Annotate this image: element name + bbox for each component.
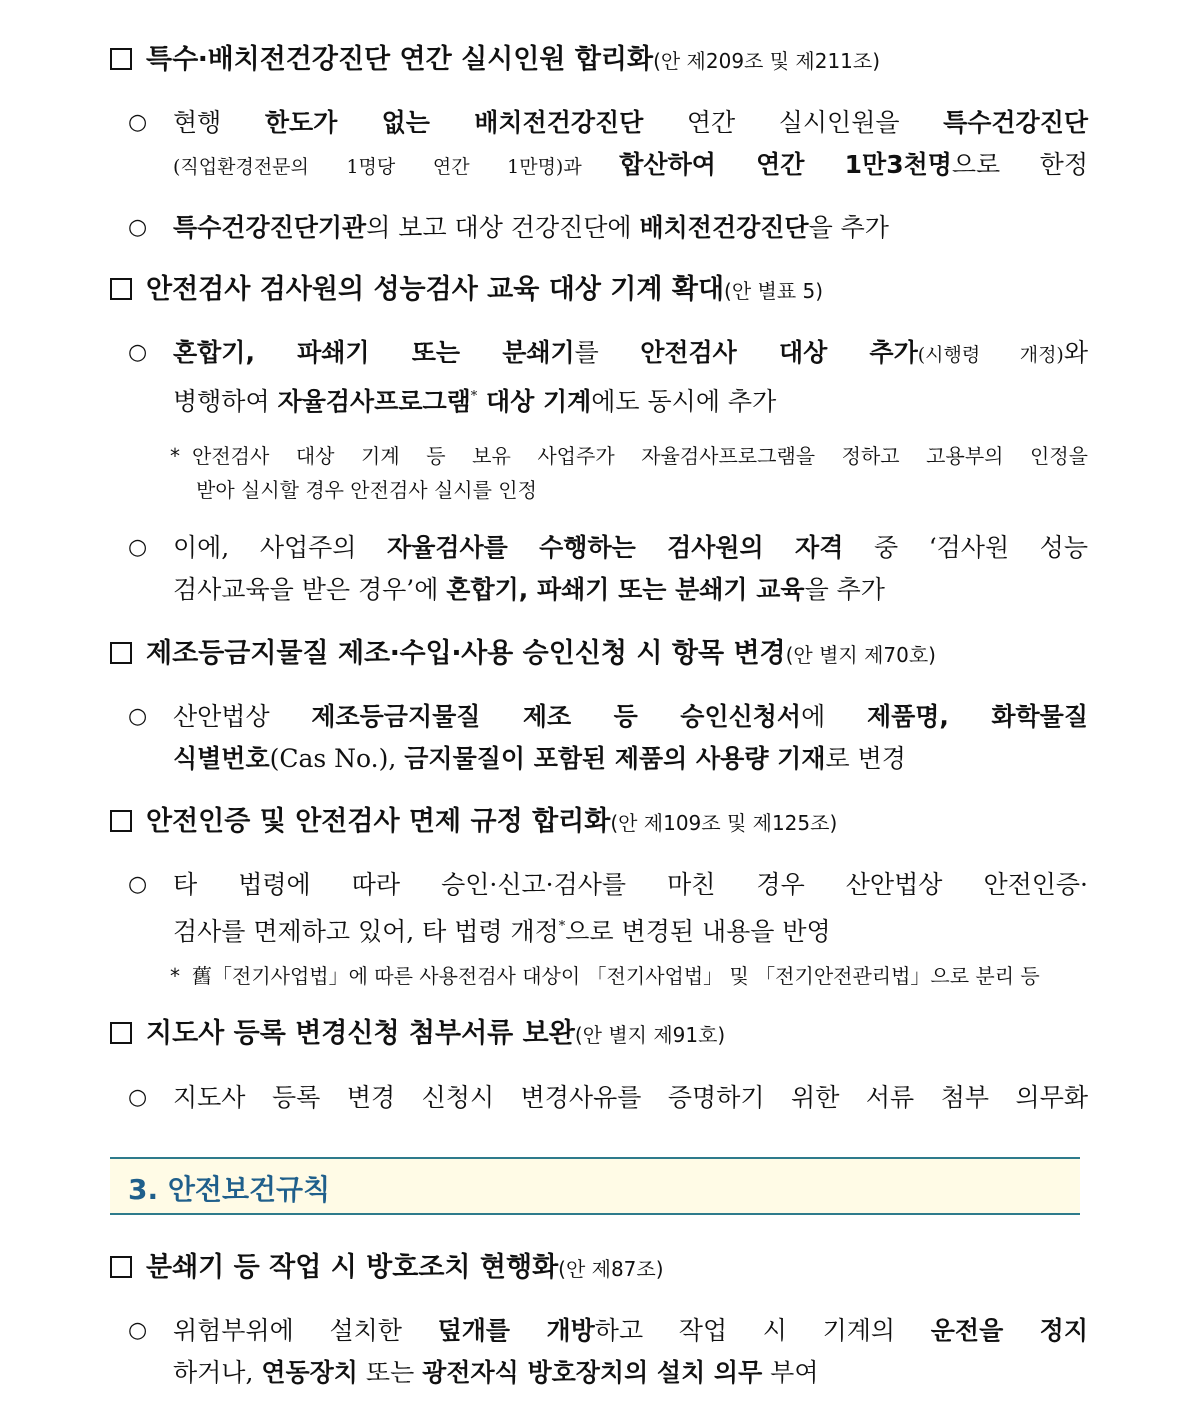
bullet-item <box>128 207 1088 249</box>
text: 부여 <box>762 1358 819 1387</box>
circle-bullet-icon: ○ <box>128 1318 148 1343</box>
text-line: 지도사 등록 변경 신청시 변경사유를 증명하기 위한 서류 첨부 의무화 <box>173 1083 1088 1112</box>
heading-ref: (안 별지 제70호) <box>785 643 936 667</box>
text: 을 추가 <box>808 213 889 242</box>
heading-title: 지도사 등록 변경신청 첨부서류 보완 <box>146 1018 575 1049</box>
text: (직업환경전문의 1명당 연간 1만명)과 <box>173 156 620 178</box>
text: 에도 동시에 추가 <box>591 387 777 416</box>
bold-text: 자율검사를 수행하는 검사원의 자격 <box>387 533 844 562</box>
text: 검사를 면제하고 있어, 타 법령 개정 <box>173 917 559 946</box>
heading-health-exam <box>110 42 1090 79</box>
circle-bullet-icon: ○ <box>128 110 148 135</box>
text: 연간 실시인원을 <box>643 108 944 137</box>
footnote-line: 받아 실시할 경우 안전검사 실시를 인정 <box>196 478 537 502</box>
bold-text: 안전검사 대상 추가 <box>640 338 918 367</box>
footnote <box>170 439 1088 507</box>
heading-ref: (안 별표 5) <box>724 279 824 303</box>
heading-ref: (안 제209조 및 제211조) <box>653 49 881 73</box>
bold-text: 연동장치 <box>261 1358 358 1387</box>
square-icon <box>110 1256 132 1278</box>
heading-title: 안전인증 및 안전검사 면제 규정 합리화 <box>146 806 611 837</box>
bullet-item <box>128 1310 1088 1394</box>
text-line: 타 법령에 따라 승인·신고·검사를 마친 경우 산안법상 안전인증· <box>173 870 1088 899</box>
bold-text: 특수건강진단 <box>943 108 1088 137</box>
text: 이에, 사업주의 <box>173 533 388 562</box>
bullet-item <box>128 696 1088 780</box>
circle-bullet-icon: ○ <box>128 215 148 240</box>
bullet-item <box>128 332 1088 423</box>
bold-text: 한도가 없는 배치전건강진단 <box>264 108 644 137</box>
text: 하거나, <box>173 1358 262 1387</box>
heading-title: 특수‧배치전건강진단 연간 실시인원 합리화 <box>146 44 654 75</box>
bold-text: 식별번호 <box>173 744 270 773</box>
bold-text: 혼합기, 파쇄기 또는 분쇄기 <box>173 338 575 367</box>
heading-ref: (안 제109조 및 제125조) <box>610 811 838 835</box>
text: (Cas No.), <box>269 744 405 773</box>
bold-text: 대상 기계 <box>477 387 592 416</box>
text: 산안법상 <box>173 702 312 731</box>
heading-crusher-protection <box>110 1250 1090 1287</box>
text: 검사교육을 받은 경우’에 <box>173 575 447 604</box>
section-header <box>110 1157 1080 1215</box>
text: 의 보고 대상 건강진단에 <box>366 213 640 242</box>
bold-text: 제조등금지물질 제조 등 승인신청서 <box>311 702 802 731</box>
bold-text: 운전을 정지 <box>930 1316 1088 1345</box>
text: 을 추가 <box>804 575 885 604</box>
heading-certification-exemption <box>110 804 1090 841</box>
bullet-item <box>128 1077 1088 1119</box>
circle-bullet-icon: ○ <box>128 340 148 365</box>
bold-text: 제품명, 화학물질 <box>866 702 1088 731</box>
bold-text: 자율검사프로그램 <box>277 387 471 416</box>
text: 위험부위에 설치한 <box>173 1316 438 1345</box>
asterisk-icon: * <box>170 964 180 988</box>
text: (시행령 개정) <box>917 344 1064 366</box>
text: 또는 <box>357 1358 423 1387</box>
circle-bullet-icon: ○ <box>128 872 148 897</box>
footnote-line: 안전검사 대상 기계 등 보유 사업주가 자율검사프로그램을 정하고 고용부의 인정을 <box>192 444 1088 468</box>
text: 하고 작업 시 기계의 <box>594 1316 931 1345</box>
square-icon <box>110 642 132 664</box>
heading-instructor-registration <box>110 1016 1090 1053</box>
square-icon <box>110 278 132 300</box>
heading-ref: (안 제87조) <box>558 1257 664 1281</box>
heading-ref: (안 별지 제91호) <box>574 1023 726 1047</box>
heading-title: 안전검사 검사원의 성능검사 교육 대상 기계 확대 <box>146 274 725 305</box>
circle-bullet-icon: ○ <box>128 1085 148 1110</box>
circle-bullet-icon: ○ <box>128 535 148 560</box>
footnote-mark: * <box>558 919 566 934</box>
heading-title: 제조등금지물질 제조‧수입‧사용 승인신청 시 항목 변경 <box>146 638 786 669</box>
bullet-item <box>128 102 1088 188</box>
bullet-item <box>128 527 1088 611</box>
text: 으로 한정 <box>951 150 1088 179</box>
text: 와 <box>1063 338 1088 367</box>
text: 중 ‘검사원 성능 <box>843 533 1088 562</box>
square-icon <box>110 1022 132 1044</box>
bold-text: 광전자식 방호장치의 설치 의무 <box>422 1358 763 1387</box>
heading-title: 분쇄기 등 작업 시 방호조치 현행화 <box>146 1252 559 1283</box>
square-icon <box>110 48 132 70</box>
bold-text: 혼합기, 파쇄기 또는 분쇄기 교육 <box>446 575 805 604</box>
bold-text: 금지물질이 포함된 제품의 사용량 기재 <box>404 744 826 773</box>
text: 현행 <box>173 108 265 137</box>
text: 으로 변경된 내용을 반영 <box>565 917 831 946</box>
text: 병행하여 <box>173 387 278 416</box>
heading-inspection-training <box>110 272 1090 309</box>
square-icon <box>110 810 132 832</box>
bold-text: 덮개를 개방 <box>437 1316 595 1345</box>
footnote <box>170 959 1088 993</box>
bold-text: 배치전건강진단 <box>639 213 809 242</box>
text: 를 <box>574 338 641 367</box>
bold-text: 합산하여 연간 1만3천명 <box>619 150 952 179</box>
heading-prohibited-substance <box>110 636 1090 673</box>
text: 에 <box>801 702 867 731</box>
footnote-mark: * <box>470 389 478 404</box>
text: 로 변경 <box>825 744 906 773</box>
section-title: 3. 안전보건규칙 <box>128 1173 331 1206</box>
bold-text: 특수건강진단기관 <box>173 213 367 242</box>
asterisk-icon: * <box>170 444 180 468</box>
circle-bullet-icon: ○ <box>128 704 148 729</box>
bullet-item <box>128 864 1088 953</box>
footnote-line: 舊「전기사업법」에 따른 사용전검사 대상이 「전기사업법」 및 「전기안전관리법」으로 분리 등 <box>192 964 1040 988</box>
